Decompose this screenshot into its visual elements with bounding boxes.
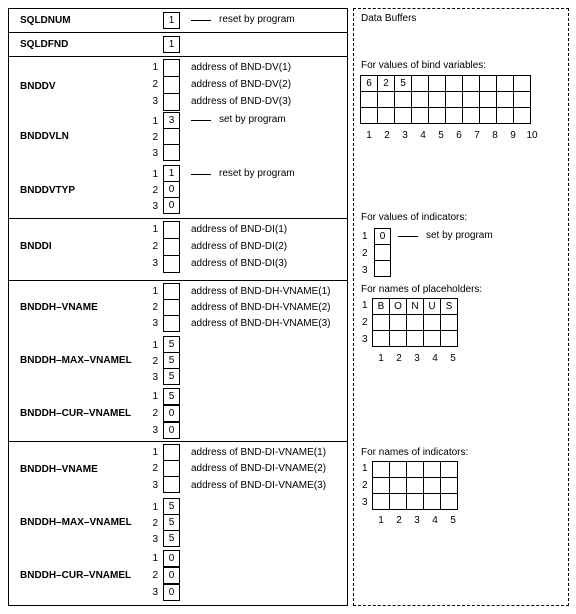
array-cell: 0 bbox=[163, 422, 180, 439]
col-num: 1 bbox=[366, 130, 372, 141]
index: 3 bbox=[152, 318, 158, 329]
sqldfnd-value: 1 bbox=[163, 36, 180, 53]
address-text: address of BND-DV(1) bbox=[191, 62, 292, 73]
divider bbox=[8, 441, 348, 442]
grid-cell bbox=[446, 76, 463, 92]
address-text: address of BND-DI-VNAME(1) bbox=[191, 447, 327, 458]
address-text: address of BND-DI(3) bbox=[191, 258, 288, 269]
index: 1 bbox=[152, 447, 158, 458]
data-buffers-title: Data Buffers bbox=[361, 13, 417, 24]
bnddvtyp-label: BNDDVTYP bbox=[20, 185, 76, 196]
address-text: address of BND-DV(2) bbox=[191, 79, 292, 90]
bnddh-max-vnamel-label: BNDDH–MAX–VNAMEL bbox=[20, 517, 132, 528]
address-text: address of BND-DI(1) bbox=[191, 224, 288, 235]
index: 3 bbox=[152, 480, 158, 491]
divider bbox=[8, 32, 348, 33]
col-num: 5 bbox=[438, 130, 444, 141]
bnddh-cur-vnamel-label: BNDDH–CUR–VNAMEL bbox=[20, 570, 132, 581]
note-arrow bbox=[191, 120, 211, 121]
index: 1 bbox=[152, 169, 158, 180]
placeholders-caption: For names of placeholders: bbox=[361, 284, 483, 295]
sqldfnd-label: SQLDFND bbox=[20, 39, 69, 50]
index: 2 bbox=[152, 132, 158, 143]
array-cell bbox=[163, 144, 180, 161]
index: 3 bbox=[152, 258, 158, 269]
col-num: 5 bbox=[450, 515, 456, 526]
index: 1 bbox=[152, 286, 158, 297]
grid-cell bbox=[480, 76, 497, 92]
indicator-cell bbox=[374, 244, 391, 261]
row-num: 2 bbox=[362, 248, 368, 259]
index: 1 bbox=[152, 224, 158, 235]
bnddv-label: BNDDV bbox=[20, 81, 56, 92]
array-cell: 5 bbox=[163, 388, 180, 405]
col-num: 3 bbox=[414, 353, 420, 364]
index: 3 bbox=[152, 372, 158, 383]
index: 1 bbox=[152, 502, 158, 513]
col-num: 4 bbox=[432, 353, 438, 364]
col-num: 2 bbox=[396, 353, 402, 364]
index: 3 bbox=[152, 425, 158, 436]
bnddh-vname-label: BNDDH–VNAME bbox=[20, 302, 98, 313]
note-arrow bbox=[191, 20, 211, 21]
col-num: 5 bbox=[450, 353, 456, 364]
col-num: 3 bbox=[414, 515, 420, 526]
array-cell bbox=[163, 283, 180, 300]
grid-cell: 5 bbox=[395, 76, 412, 92]
sqldnum-note: reset by program bbox=[219, 14, 295, 25]
array-cell bbox=[163, 444, 180, 461]
index: 2 bbox=[152, 241, 158, 252]
col-num: 10 bbox=[526, 130, 538, 141]
note-arrow bbox=[398, 236, 418, 237]
grid-cell: N bbox=[407, 299, 424, 315]
grid-cell bbox=[429, 76, 446, 92]
address-text: address of BND-DH-VNAME(3) bbox=[191, 318, 331, 329]
array-cell bbox=[163, 93, 180, 111]
array-cell: 0 bbox=[163, 197, 180, 214]
array-cell: 0 bbox=[163, 550, 180, 567]
array-cell: 0 bbox=[163, 181, 180, 198]
address-text: address of BND-DH-VNAME(1) bbox=[191, 286, 331, 297]
indicators-caption: For values of indicators: bbox=[361, 212, 468, 223]
col-num: 4 bbox=[420, 130, 426, 141]
address-text: address of BND-DI-VNAME(3) bbox=[191, 480, 327, 491]
array-cell bbox=[163, 460, 180, 477]
grid-cell: S bbox=[441, 299, 458, 315]
placeholders-grid bbox=[372, 298, 458, 347]
address-text: address of BND-DV(3) bbox=[191, 96, 292, 107]
bind-values-caption: For values of bind variables: bbox=[361, 60, 487, 71]
array-cell bbox=[163, 299, 180, 316]
indicator-cell bbox=[374, 260, 391, 277]
array-cell: 5 bbox=[163, 368, 180, 385]
array-cell bbox=[163, 128, 180, 145]
array-cell: 0 bbox=[163, 584, 180, 601]
divider bbox=[8, 56, 348, 57]
row-num: 2 bbox=[362, 317, 368, 328]
row-num: 3 bbox=[362, 265, 368, 276]
divider bbox=[8, 280, 348, 281]
index: 3 bbox=[152, 587, 158, 598]
grid-cell: 6 bbox=[361, 76, 378, 92]
indicator-names-grid bbox=[372, 461, 458, 510]
sqldnum-value: 1 bbox=[163, 12, 180, 29]
array-cell: 1 bbox=[163, 165, 180, 182]
grid-cell bbox=[412, 76, 429, 92]
indicators-note: set by program bbox=[426, 230, 493, 241]
bnddvln-note: set by program bbox=[219, 114, 286, 125]
col-num: 8 bbox=[492, 130, 498, 141]
note-arrow bbox=[191, 174, 211, 175]
grid-cell: U bbox=[424, 299, 441, 315]
array-cell: 5 bbox=[163, 352, 180, 369]
bnddh-vname-label: BNDDH–VNAME bbox=[20, 464, 98, 475]
col-num: 4 bbox=[432, 515, 438, 526]
col-num: 3 bbox=[402, 130, 408, 141]
indicator-names-caption: For names of indicators: bbox=[361, 447, 469, 458]
index: 2 bbox=[152, 408, 158, 419]
index: 3 bbox=[152, 96, 158, 107]
col-num: 1 bbox=[378, 515, 384, 526]
sqldnum-label: SQLDNUM bbox=[20, 15, 71, 26]
address-text: address of BND-DH-VNAME(2) bbox=[191, 302, 331, 313]
index: 2 bbox=[152, 79, 158, 90]
col-num: 7 bbox=[474, 130, 480, 141]
array-cell: 3 bbox=[163, 112, 180, 129]
bnddvln-label: BNDDVLN bbox=[20, 131, 69, 142]
row-num: 1 bbox=[362, 300, 368, 311]
grid-cell: B bbox=[373, 299, 390, 315]
bind-values-grid bbox=[360, 75, 531, 124]
row-num: 3 bbox=[362, 334, 368, 345]
index: 1 bbox=[152, 553, 158, 564]
array-cell bbox=[163, 476, 180, 493]
row-num: 3 bbox=[362, 497, 368, 508]
array-cell bbox=[163, 59, 180, 77]
index: 1 bbox=[152, 340, 158, 351]
index: 2 bbox=[152, 463, 158, 474]
index: 1 bbox=[152, 116, 158, 127]
grid-cell bbox=[463, 76, 480, 92]
array-cell bbox=[163, 76, 180, 94]
array-cell: 5 bbox=[163, 530, 180, 547]
array-cell: 5 bbox=[163, 498, 180, 515]
array-cell bbox=[163, 315, 180, 332]
col-num: 6 bbox=[456, 130, 462, 141]
divider bbox=[8, 218, 348, 219]
row-num: 1 bbox=[362, 231, 368, 242]
array-cell bbox=[163, 238, 180, 256]
index: 1 bbox=[152, 391, 158, 402]
row-num: 1 bbox=[362, 463, 368, 474]
index: 2 bbox=[152, 185, 158, 196]
grid-cell: O bbox=[390, 299, 407, 315]
bnddvtyp-note: reset by program bbox=[219, 168, 295, 179]
index: 3 bbox=[152, 148, 158, 159]
col-num: 1 bbox=[378, 353, 384, 364]
bnddh-max-vnamel-label: BNDDH–MAX–VNAMEL bbox=[20, 355, 132, 366]
col-num: 9 bbox=[510, 130, 516, 141]
address-text: address of BND-DI-VNAME(2) bbox=[191, 463, 327, 474]
array-cell: 0 bbox=[163, 567, 180, 584]
bnddi-label: BNDDI bbox=[20, 241, 52, 252]
index: 2 bbox=[152, 518, 158, 529]
col-num: 2 bbox=[384, 130, 390, 141]
array-cell bbox=[163, 255, 180, 273]
index: 2 bbox=[152, 570, 158, 581]
array-cell bbox=[163, 221, 180, 239]
grid-cell bbox=[497, 76, 514, 92]
index: 2 bbox=[152, 356, 158, 367]
index: 1 bbox=[152, 62, 158, 73]
array-cell: 5 bbox=[163, 336, 180, 353]
array-cell: 5 bbox=[163, 514, 180, 531]
address-text: address of BND-DI(2) bbox=[191, 241, 288, 252]
grid-cell bbox=[514, 76, 531, 92]
col-num: 2 bbox=[396, 515, 402, 526]
index: 3 bbox=[152, 534, 158, 545]
indicator-cell: 0 bbox=[374, 228, 391, 245]
grid-cell: 2 bbox=[378, 76, 395, 92]
bnddh-cur-vnamel-label: BNDDH–CUR–VNAMEL bbox=[20, 408, 132, 419]
index: 3 bbox=[152, 201, 158, 212]
row-num: 2 bbox=[362, 480, 368, 491]
array-cell: 0 bbox=[163, 405, 180, 422]
index: 2 bbox=[152, 302, 158, 313]
